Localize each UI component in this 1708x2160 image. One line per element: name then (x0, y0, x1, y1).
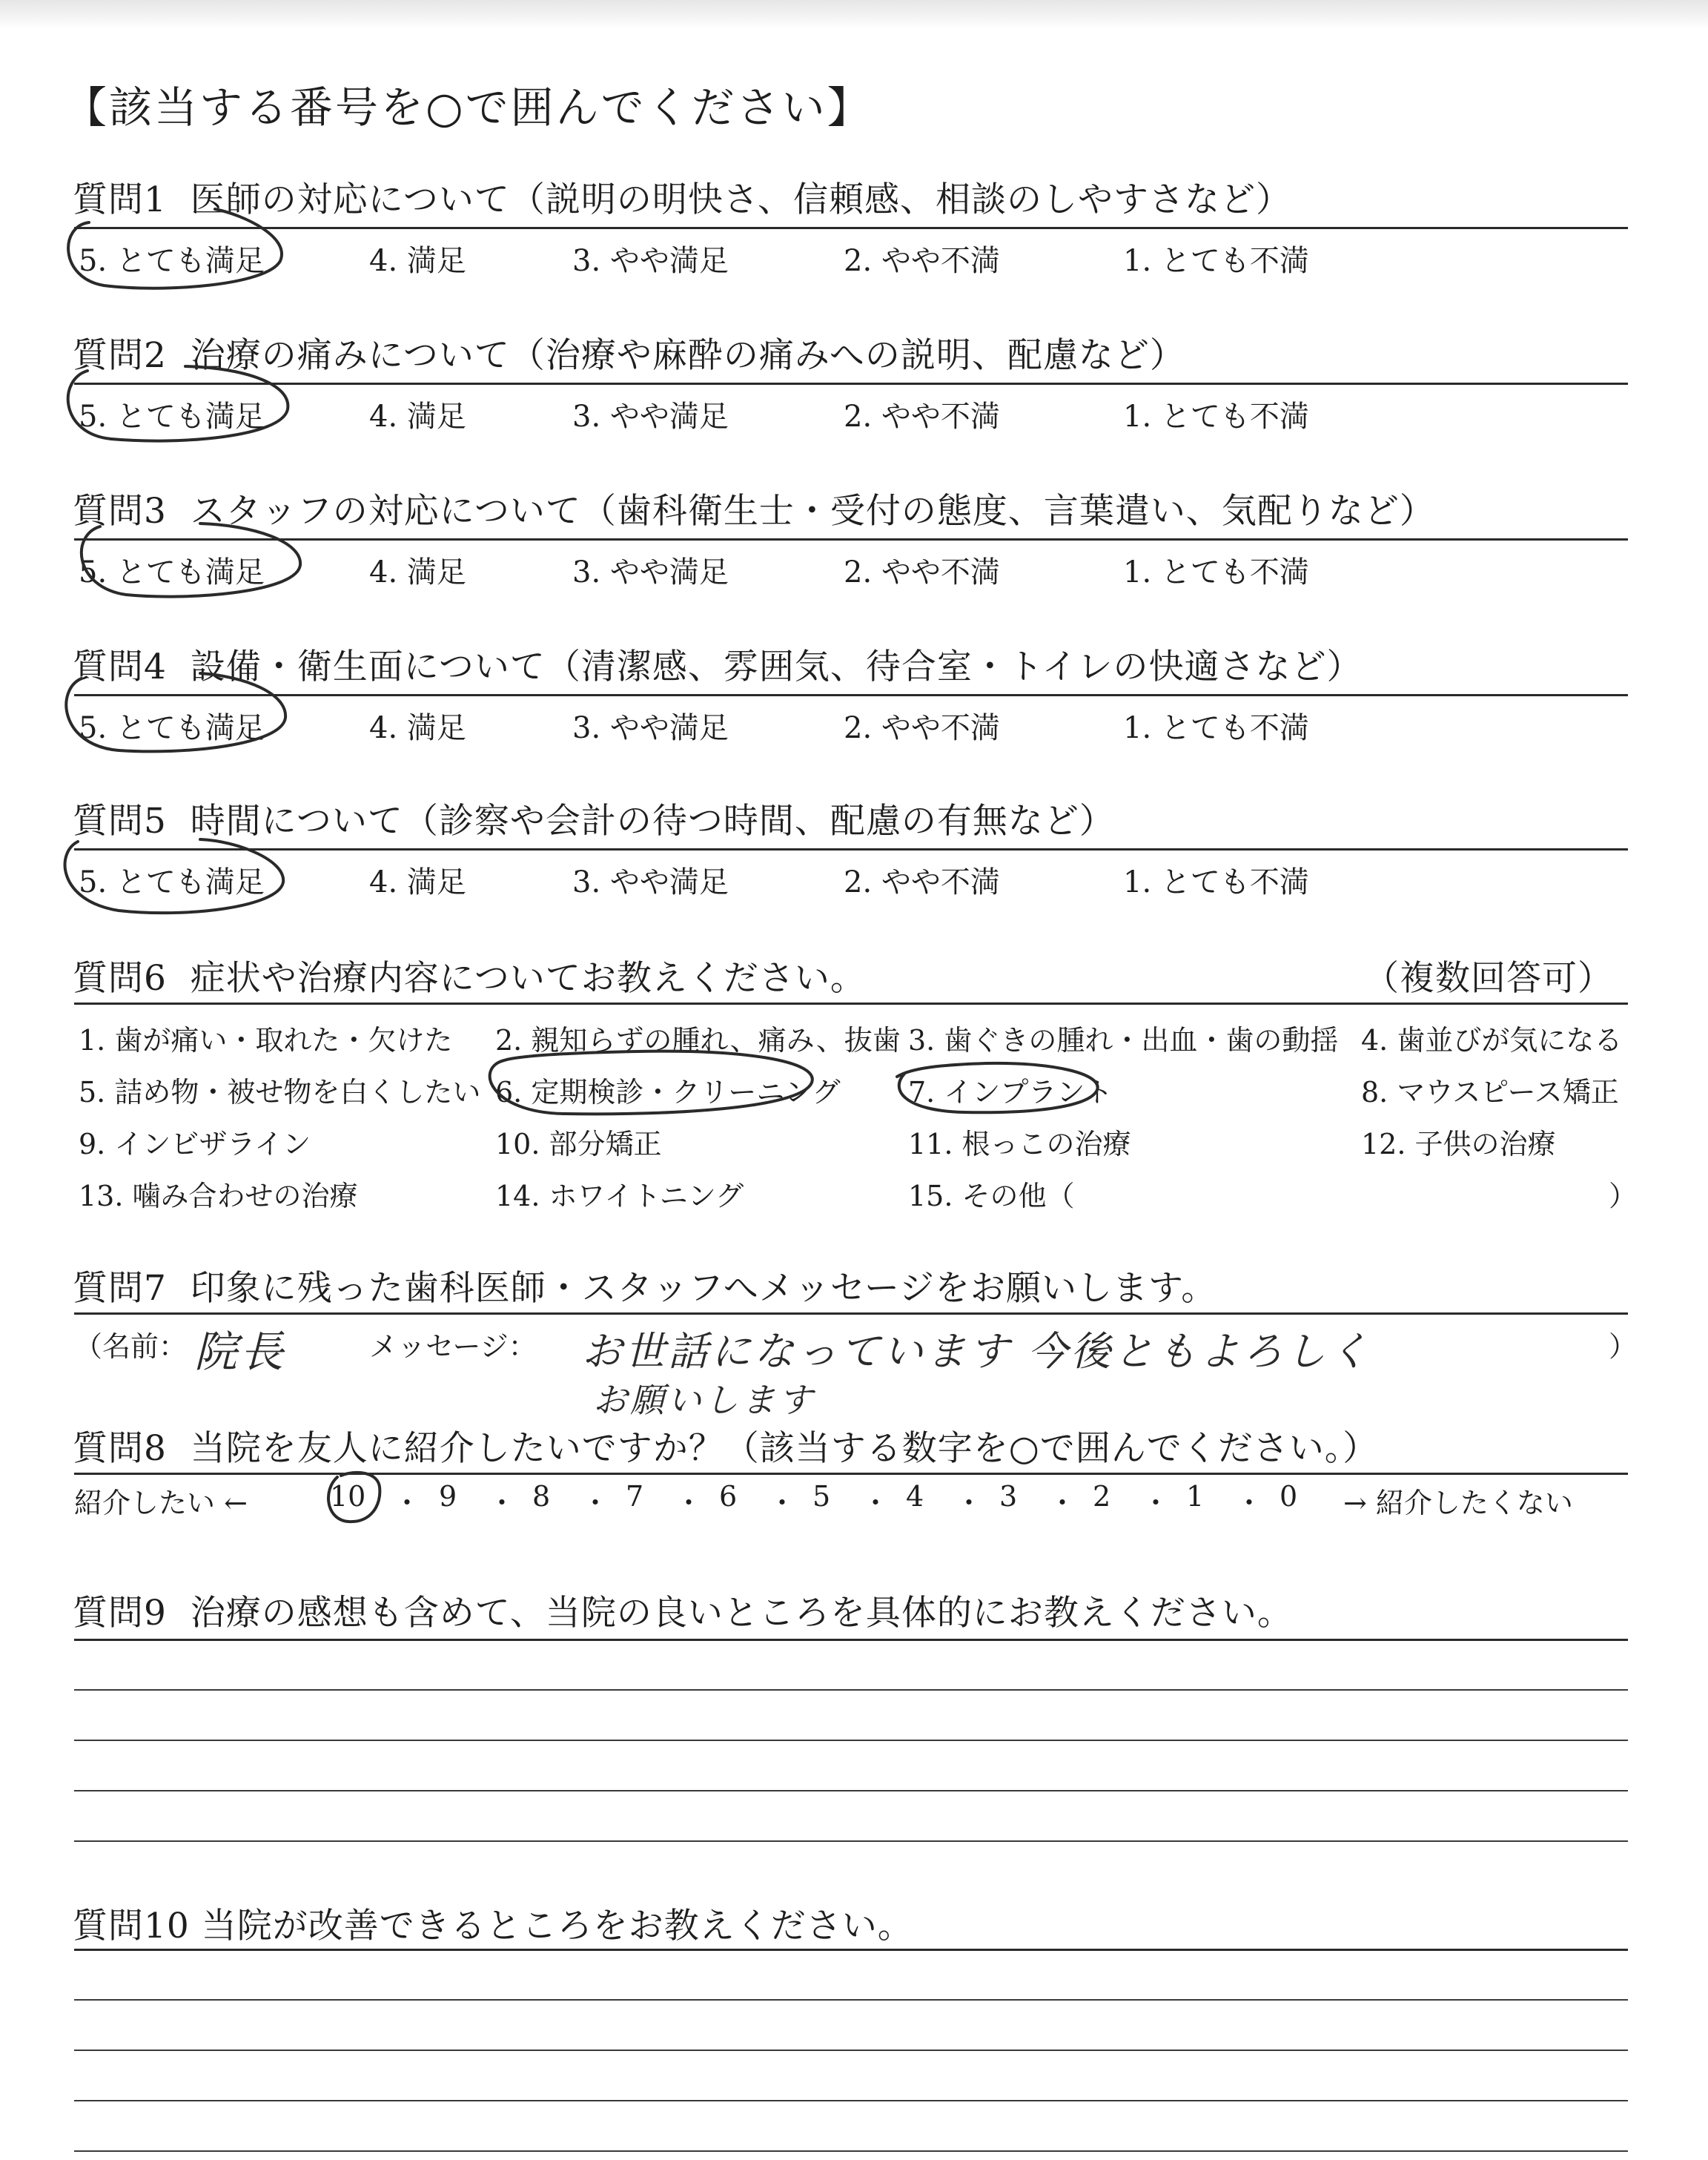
q3-option-5[interactable]: 5. とても満足 (79, 555, 265, 589)
q6-option-10[interactable]: 10. 部分矯正 (495, 1128, 662, 1160)
q6-option-11[interactable]: 11. 根っこの治療 (908, 1128, 1131, 1160)
question-label: 質問3 (73, 491, 167, 532)
q6-option-2[interactable]: 2. 親知らずの腫れ、痛み、抜歯 (495, 1024, 901, 1057)
q6-option-6[interactable]: 6. 定期検診・クリーニング (495, 1076, 841, 1109)
scale-separator: ・ (488, 1487, 517, 1519)
q5-option-5[interactable]: 5. とても満足 (79, 865, 265, 899)
q6-option-14[interactable]: 14. ホワイトニング (495, 1180, 744, 1212)
q3-option-4[interactable]: 4. 満足 (369, 555, 466, 589)
selection-circle (490, 1051, 812, 1114)
q6-option-5[interactable]: 5. 詰め物・被せ物を白くしたい (79, 1076, 481, 1109)
q6-option-13[interactable]: 13. 噛み合わせの治療 (79, 1180, 358, 1212)
q1-option-3[interactable]: 3. やや満足 (572, 244, 729, 278)
q6-other-close-paren: ） (1609, 1180, 1638, 1212)
question-text: スタッフの対応について（歯科衛生士・受付の態度、言葉遣い、気配りなど） (190, 491, 1435, 532)
scale-3[interactable]: 3 (999, 1480, 1018, 1513)
scale-9[interactable]: 9 (439, 1480, 457, 1513)
q4-option-3[interactable]: 3. やや満足 (572, 711, 729, 745)
message-label: メッセージ： (369, 1330, 537, 1363)
q6-option-1[interactable]: 1. 歯が痛い・取れた・欠けた (79, 1024, 453, 1057)
scale-separator: ・ (768, 1487, 797, 1519)
scale-separator: ・ (861, 1487, 890, 1519)
question-label: 質問9 (73, 1593, 167, 1634)
scale-separator: ・ (393, 1487, 422, 1519)
question-label: 質問5 (73, 801, 167, 842)
scale-7[interactable]: 7 (626, 1480, 644, 1513)
scale-4[interactable]: 4 (906, 1480, 924, 1513)
q5-option-4[interactable]: 4. 満足 (369, 865, 466, 899)
q1-option-4[interactable]: 4. 満足 (369, 244, 466, 278)
question-text: 印象に残った歯科医師・スタッフへメッセージをお願いします。 (190, 1268, 1217, 1309)
question-label: 質問1 (73, 179, 167, 220)
message-close-paren: ） (1609, 1330, 1638, 1363)
q6-option-3[interactable]: 3. 歯ぐきの腫れ・出血・歯の動揺 (908, 1024, 1339, 1057)
q2-option-5[interactable]: 5. とても満足 (79, 400, 265, 434)
q3-option-1[interactable]: 1. とても不満 (1123, 555, 1309, 589)
q6-option-4[interactable]: 4. 歯並びが気になる (1361, 1024, 1623, 1057)
selection-circle (328, 1473, 380, 1522)
q2-option-3[interactable]: 3. やや満足 (572, 400, 729, 434)
question-text: 時間について（診察や会計の待つ時間、配慮の有無など） (190, 801, 1115, 842)
q4-option-1[interactable]: 1. とても不満 (1123, 711, 1309, 745)
scale-10[interactable]: 10 (330, 1480, 366, 1513)
q2-option-2[interactable]: 2. やや不満 (844, 400, 1000, 434)
question-label: 質問6 (73, 958, 167, 999)
page-title: 【該当する番号を○で囲んでください】 (64, 82, 873, 133)
selection-circle (65, 839, 284, 913)
q5-option-1[interactable]: 1. とても不満 (1123, 865, 1309, 899)
question-text: 設備・衛生面について（清潔感、雰囲気、待合室・トイレの快適さなど） (190, 647, 1363, 687)
selection-circle (66, 673, 285, 751)
selection-circle (68, 366, 288, 441)
question-label: 質問10 (73, 1906, 190, 1946)
q5-option-3[interactable]: 3. やや満足 (572, 865, 729, 899)
scale-0[interactable]: 0 (1280, 1480, 1298, 1513)
q1-option-2[interactable]: 2. やや不満 (844, 244, 1000, 278)
selection-circle (68, 209, 282, 288)
question-label: 質問4 (73, 647, 167, 687)
scale-separator: ・ (581, 1487, 610, 1519)
recommend-right-label: → 紹介したくない (1343, 1487, 1573, 1519)
message-value-line2[interactable]: お願いします (593, 1380, 815, 1420)
recommend-left-label: 紹介したい ← (74, 1487, 248, 1519)
scale-separator: ・ (955, 1487, 984, 1519)
multiple-answer-note: （複数回答可） (1364, 958, 1613, 999)
scale-1[interactable]: 1 (1186, 1480, 1205, 1513)
question-label: 質問7 (73, 1268, 167, 1309)
q6-option-8[interactable]: 8. マウスピース矯正 (1361, 1076, 1619, 1109)
question-text: 治療の痛みについて（治療や麻酔の痛みへの説明、配慮など） (190, 335, 1185, 376)
question-text: 治療の感想も含めて、当院の良いところを具体的にお教えください。 (190, 1593, 1293, 1634)
scale-5[interactable]: 5 (812, 1480, 831, 1513)
q6-option-9[interactable]: 9. インビザライン (79, 1128, 311, 1160)
name-value[interactable]: 院長 (194, 1327, 287, 1377)
q3-option-3[interactable]: 3. やや満足 (572, 555, 729, 589)
q6-option-15[interactable]: 15. その他（ (908, 1180, 1075, 1212)
scale-separator: ・ (1235, 1487, 1264, 1519)
q2-option-4[interactable]: 4. 満足 (369, 400, 466, 434)
selection-circle (897, 1063, 1098, 1112)
scale-2[interactable]: 2 (1093, 1480, 1111, 1513)
question-text: 当院が改善できるところをお教えください。 (201, 1906, 913, 1946)
question-text: 当院を友人に紹介したいですか？（該当する数字を○で囲んでください。） (190, 1428, 1379, 1469)
question-label: 質問8 (73, 1428, 167, 1469)
q5-option-2[interactable]: 2. やや不満 (844, 865, 1000, 899)
scale-separator: ・ (1142, 1487, 1171, 1519)
q6-option-12[interactable]: 12. 子供の治療 (1361, 1128, 1556, 1160)
question-text: 医師の対応について（説明の明快さ、信頼感、相談のしやすさなど） (190, 179, 1291, 220)
scale-6[interactable]: 6 (719, 1480, 738, 1513)
q2-option-1[interactable]: 1. とても不満 (1123, 400, 1309, 434)
selection-circle (82, 524, 300, 597)
q1-option-1[interactable]: 1. とても不満 (1123, 244, 1309, 278)
q3-option-2[interactable]: 2. やや不満 (844, 555, 1000, 589)
scale-separator: ・ (1048, 1487, 1077, 1519)
scale-8[interactable]: 8 (532, 1480, 551, 1513)
q1-option-5[interactable]: 5. とても満足 (79, 244, 265, 278)
q6-option-7[interactable]: 7. インプラント (908, 1076, 1113, 1109)
q4-option-2[interactable]: 2. やや不満 (844, 711, 1000, 745)
message-value-line1[interactable]: お世話になっています 今後ともよろしく (582, 1328, 1372, 1375)
question-text: 症状や治療内容についてお教えください。 (190, 958, 866, 999)
question-label: 質問2 (73, 335, 167, 376)
q4-option-4[interactable]: 4. 満足 (369, 711, 466, 745)
name-label: （名前： (74, 1330, 188, 1363)
scale-separator: ・ (675, 1487, 704, 1519)
q4-option-5[interactable]: 5. とても満足 (79, 711, 265, 745)
